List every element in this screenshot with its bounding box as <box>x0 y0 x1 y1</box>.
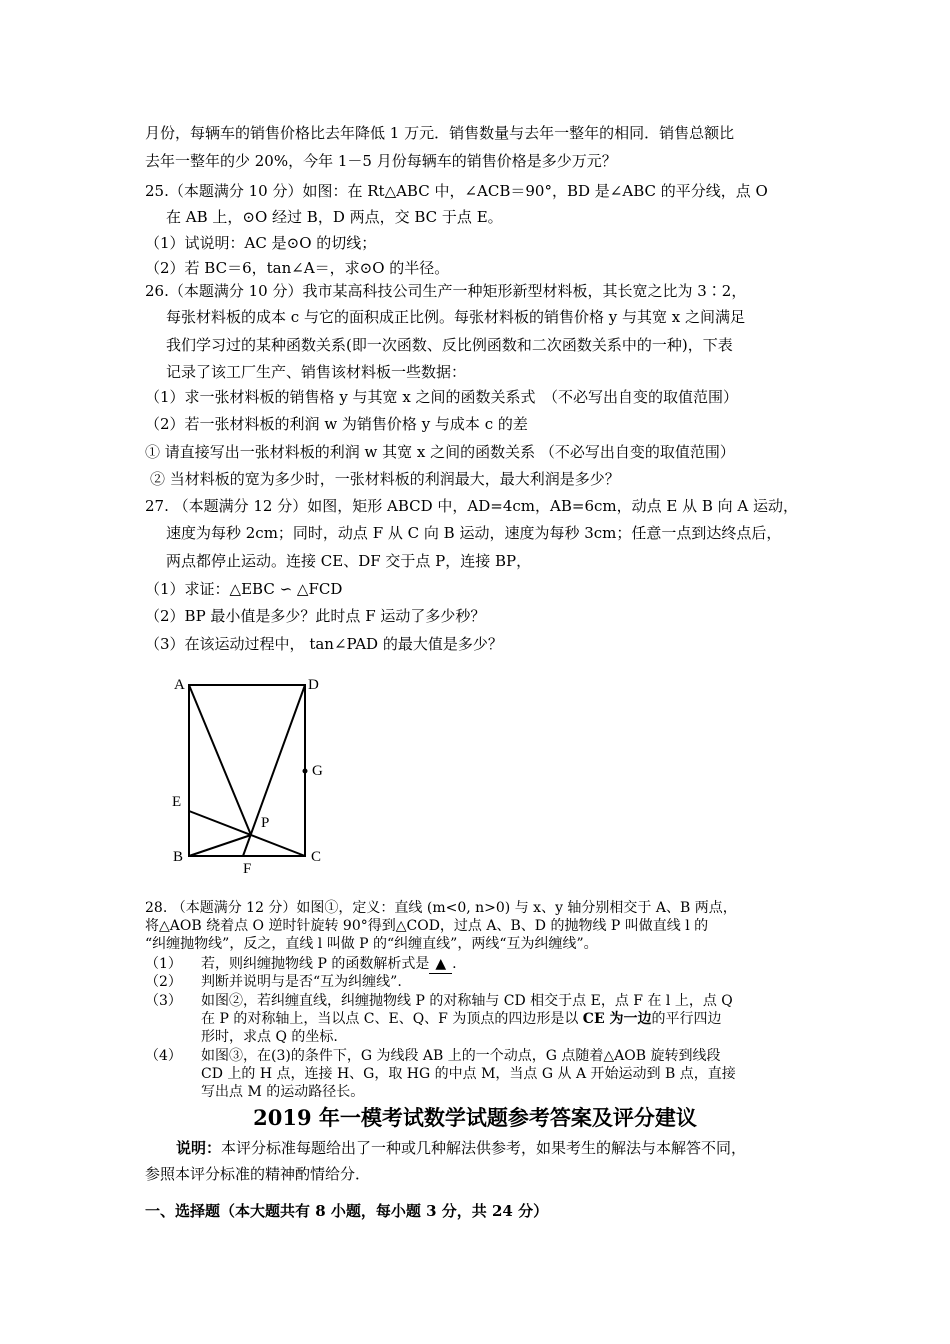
section-1-heading: 一、选择题（本大题共有 8 小题，每小题 3 分，共 24 分） <box>145 1202 549 1220</box>
p28-line-2: 将△AOB 绕着点 O 逆时针旋转 90°得到△COD，过点 A、B、D 的抛物线 P 叫做直线 l 的 <box>145 918 709 934</box>
answer-note-label: 说明： <box>176 1139 222 1157</box>
p26-question-2a: ① 请直接写出一张材料板的利润 w 其宽 x 之间的函数关系 （不必写出自变的取值范围） <box>145 443 735 461</box>
p28-question-3-line-3: 形时，求点 Q 的坐标. <box>201 1029 338 1045</box>
p27-line-3: 两点都停止运动。连接 CE、DF 交于点 P，连接 BP， <box>166 552 532 570</box>
p24-line-1: 月份，每辆车的销售价格比去年降低 1 万元．销售数量与去年一整年的相同．销售总额比 <box>145 124 735 142</box>
segment-bp <box>189 835 251 856</box>
p28-question-4-line-2: CD 上的 H 点，连接 H、G，取 HG 的中点 M，当点 G 从 A 开始运动到 B 点，直接 <box>201 1066 736 1082</box>
p28-question-4-line-3: 写出点 M 的运动路径长。 <box>201 1084 365 1100</box>
label-c: C <box>311 849 322 865</box>
p28-question-1-end: . <box>452 956 457 972</box>
point-g <box>303 769 308 774</box>
p28-question-1-number: （1） <box>145 956 182 972</box>
label-g: G <box>312 763 323 779</box>
p25-question-2: （2）若 BC＝6，tan∠A＝，求⊙O 的半径。 <box>145 259 450 277</box>
p28-line-1: 28. （本题满分 12 分）如图①，定义：直线 (m<0, n>0) 与 x、y 轴分别相交于 A、B 两点， <box>145 900 737 916</box>
p27-line-2: 速度为每秒 2cm；同时，动点 F 从 C 向 B 运动，速度为每秒 3cm；任意一点到达终点后， <box>166 524 782 542</box>
answer-blank: ▲ <box>429 955 452 974</box>
answer-note-line-2: 参照本评分标准的精神酌情给分． <box>145 1165 371 1183</box>
label-b: B <box>173 849 184 865</box>
p26-line-1: 26.（本题满分 10 分）我市某高科技公司生产一种矩形新型材料板，其长宽之比为 3∶2， <box>145 282 747 300</box>
p26-question-2b: ② 当材料板的宽为多少时，一张材料板的利润最大，最大利润是多少？ <box>150 470 620 488</box>
label-e: E <box>172 794 182 810</box>
label-a: A <box>174 677 185 693</box>
p25-question-1: （1）试说明：AC 是⊙O 的切线； <box>145 234 377 252</box>
p27-question-1: （1）求证：△EBC ∽ △FCD <box>145 580 343 598</box>
p25-line-2: 在 AB 上，⊙O 经过 B，D 两点，交 BC 于点 E。 <box>166 208 503 226</box>
p28-q3b-post: 的平行四边 <box>651 1011 722 1027</box>
p28-question-3-line-2 <box>201 1010 721 1028</box>
p26-question-2: （2）若一张材料板的利润 w 为销售价格 y 与成本 c 的差 <box>145 415 528 433</box>
rectangle-abcd <box>189 685 305 856</box>
p28-question-3-line-1: 如图②，若纠缠直线，纠缠抛物线 P 的对称轴与 CD 相交于点 E，点 F 在 l 上，点 Q <box>201 993 733 1009</box>
p27-question-3: （3）在该运动过程中， tan∠PAD 的最大值是多少？ <box>145 635 503 653</box>
p28-q3b-bold: CE 为一边 <box>582 1011 652 1027</box>
p26-line-3: 我们学习过的某种函数关系(即一次函数、反比例函数和二次函数关系中的一种)，下表 <box>166 336 733 354</box>
p28-question-1 <box>201 955 457 974</box>
p28-question-2-number: （2） <box>145 974 182 990</box>
p26-line-2: 每张材料板的成本 c 与它的面积成正比例。每张材料板的销售价格 y 与其宽 x 之间满足 <box>166 308 745 326</box>
p24-line-2: 去年一整年的少 20%，今年 1－5 月份每辆车的销售价格是多少万元？ <box>145 152 617 170</box>
label-d: D <box>308 677 319 693</box>
p27-question-2: （2）BP 最小值是多少？此时点 F 运动了多少秒？ <box>145 607 486 625</box>
segment-df <box>243 685 305 856</box>
label-f: F <box>243 861 252 877</box>
p28-q3b-pre: 在 P 的对称轴上，当以点 C、E、Q、F 为顶点的四边形是以 <box>201 1011 583 1027</box>
p26-question-1: （1）求一张材料板的销售格 y 与其宽 x 之间的函数关系式 （不必写出自变的取值范围） <box>145 388 739 406</box>
p26-line-4: 记录了该工厂生产、销售该材料板一些数据： <box>166 363 467 381</box>
p28-question-2: 判断并说明与是否“互为纠缠线”. <box>201 974 402 990</box>
p28-question-4-line-1: 如图③，在(3)的条件下，G 为线段 AB 上的一个动点，G 点随着△AOB 旋转到线段 <box>201 1048 721 1064</box>
answer-key-title: 2019 年一模考试数学试题参考答案及评分建议 <box>253 1105 697 1130</box>
p28-question-1-text: 若，则纠缠抛物线 P 的函数解析式是 <box>201 956 430 972</box>
answer-note-line-1 <box>176 1138 746 1158</box>
p28-question-3-number: （3） <box>145 993 182 1009</box>
p25-line-1: 25.（本题满分 10 分）如图：在 Rt△ABC 中，∠ACB＝90°，BD 是∠ABC 的平分线，点 O <box>145 182 768 200</box>
label-p: P <box>261 815 270 831</box>
p28-question-4-number: （4） <box>145 1048 182 1064</box>
p27-line-1: 27. （本题满分 12 分）如图，矩形 ABCD 中，AD=4cm，AB=6cm，动点 E 从 B 向 A 运动， <box>145 497 799 515</box>
rectangle-abcd-figure <box>160 668 340 878</box>
segment-ap <box>189 685 251 835</box>
p28-line-3: “纠缠抛物线”，反之，直线 l 叫做 P 的“纠缠直线”，两线“互为纠缠线”。 <box>145 936 598 952</box>
answer-note-text: 本评分标准每题给出了一种或几种解法供参考，如果考生的解法与本解答不同， <box>221 1139 747 1157</box>
